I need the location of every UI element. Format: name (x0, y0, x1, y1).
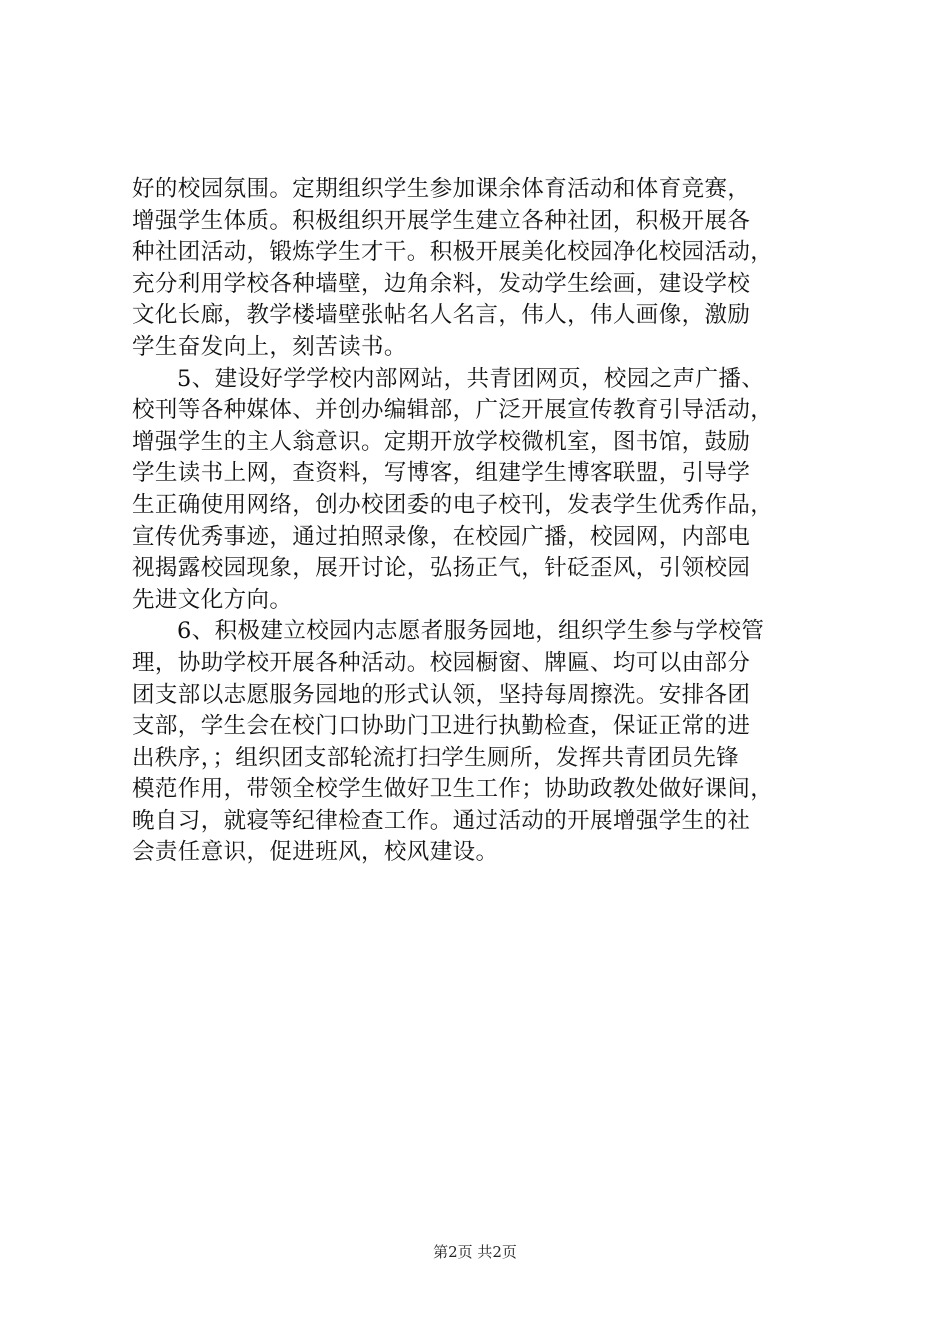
text-line: 文化长廊，教学楼墙壁张帖名人名言，伟人，伟人画像，激励 (132, 302, 751, 329)
text-line: 团支部以志愿服务园地的形式认领，坚持每周擦洗。安排各团 (132, 681, 751, 708)
text-line: 增强学生的主人翁意识。定期开放学校微机室，图书馆，鼓励 (132, 428, 751, 455)
text-line: 晚自习，就寝等纪律检查工作。通过活动的开展增强学生的社 (132, 807, 751, 834)
text-line: 增强学生体质。积极组织开展学生建立各种社团，积极开展各 (132, 207, 751, 234)
text-line: 会责任意识，促进班风，校风建设。 (132, 839, 499, 866)
text-line: 生正确使用网络，创办校团委的电子校刊，发表学生优秀作品， (132, 491, 774, 518)
text-line: 好的校园氛围。定期组织学生参加课余体育活动和体育竞赛， (132, 176, 751, 202)
text-line: 支部，学生会在校门口协助门卫进行执勤检查，保证正常的进 (132, 713, 751, 740)
document-body (132, 174, 822, 869)
text-line: 先进文化方向。 (132, 586, 293, 613)
text-line: 校刊等各种媒体、并创办编辑部，广泛开展宣传教育引导活动， (132, 397, 774, 424)
text-line: 学生奋发向上，刻苦读书。 (132, 333, 407, 360)
text-line: 种社团活动，锻炼学生才干。积极开展美化校园净化校园活动， (132, 239, 774, 266)
text-line: 视揭露校园现象，展开讨论，弘扬正气，针砭歪风，引领校园 (132, 555, 751, 582)
text-line: 出秩序，；组织团支部轮流打扫学生厕所，发挥共青团员先锋 (132, 744, 740, 771)
text-line: 理，协助学校开展各种活动。校园橱窗、牌匾、均可以由部分 (132, 649, 751, 676)
text-line: 宣传优秀事迹，通过拍照录像，在校园广播，校园网，内部电 (132, 523, 751, 550)
paragraph-start-line: 5、建设好学学校内部网站，共青团网页，校园之声广播、 (177, 365, 765, 392)
text-line: 学生读书上网，查资料，写博客，组建学生博客联盟，引导学 (132, 460, 751, 487)
text-line: 充分利用学校各种墙壁，边角余料，发动学生绘画，建设学校 (132, 270, 751, 297)
paragraph-start-line: 6、积极建立校园内志愿者服务园地，组织学生参与学校管 (177, 618, 765, 645)
text-line: 模范作用，带领全校学生做好卫生工作；协助政教处做好课间， (132, 776, 774, 803)
page-number-footer: 第2页 共2页 (433, 1243, 517, 1261)
